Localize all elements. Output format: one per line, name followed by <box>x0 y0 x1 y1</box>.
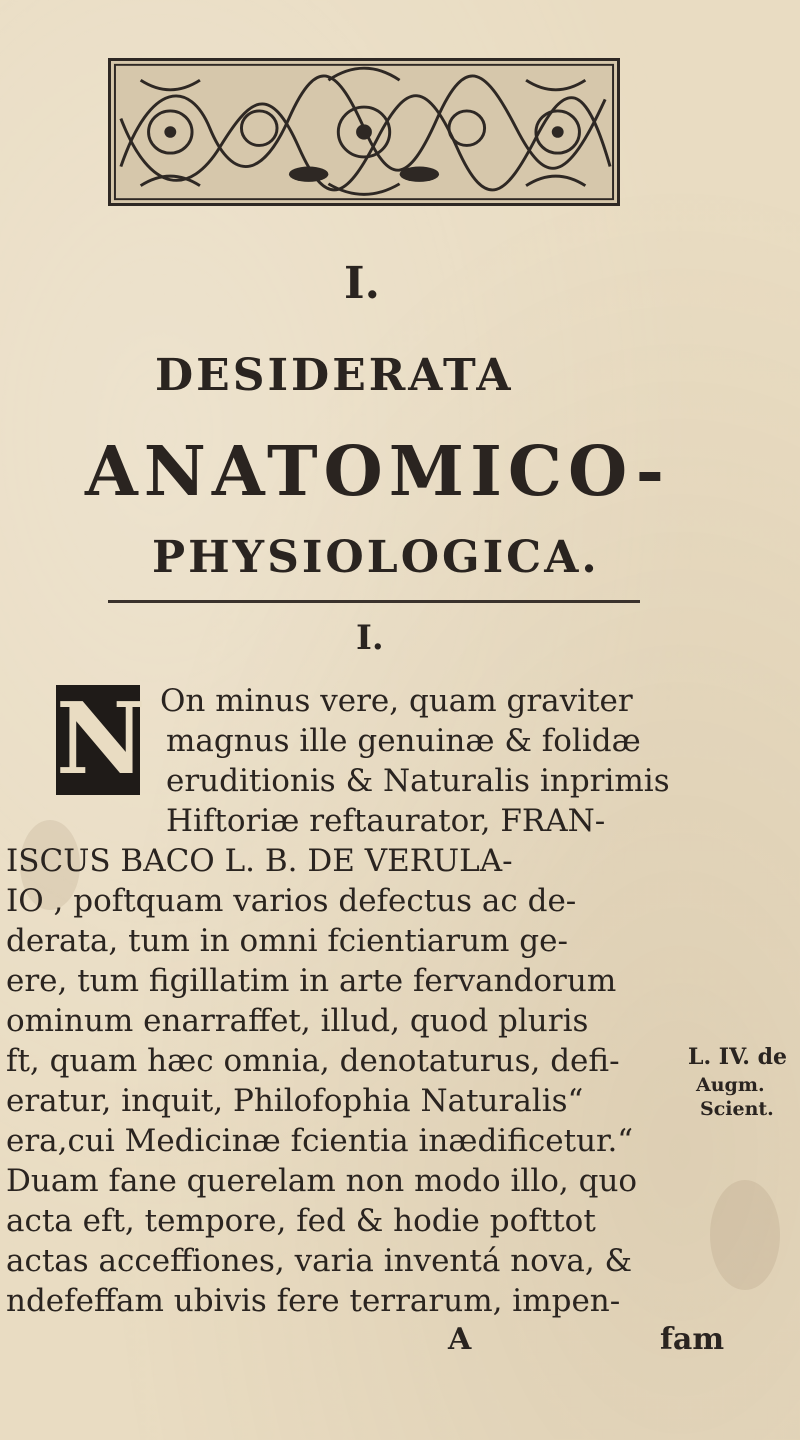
paper-stain <box>710 1180 780 1290</box>
signature-mark: A <box>448 1322 472 1357</box>
margin-note-line-2: Augm. <box>696 1074 765 1096</box>
body-line: eruditionis & Naturalis inprimis <box>166 763 670 799</box>
body-line: On minus vere, quam graviter <box>160 683 633 719</box>
section-number: I. <box>344 258 380 309</box>
body-line: ere, tum figillatim in arte fervandorum <box>6 963 617 999</box>
body-line: ndefeffam ubivis fere terrarum, impen- <box>6 1283 621 1319</box>
chapter-number: I. <box>356 618 384 658</box>
title-line-1: DESIDERATA <box>155 350 514 401</box>
body-line: era,cui Medicinæ fcientia inædificetur.“ <box>6 1123 634 1159</box>
body-line: ft, quam hæc omnia, denotaturus, defi- <box>6 1043 620 1079</box>
body-line: Hiftoriæ reftaurator, FRAN- <box>166 803 606 839</box>
body-line: acta eft, tempore, fed & hodie pofttot <box>6 1203 596 1239</box>
body-line: IO , poftquam varios defectus ac de- <box>6 883 577 919</box>
body-line: Duam fane querelam non modo illo, quo <box>6 1163 638 1199</box>
title-line-3: PHYSIOLOGICA. <box>152 532 600 583</box>
decorative-headpiece-icon <box>108 58 620 206</box>
body-line: eratur, inquit, Philofophia Naturalis“ <box>6 1083 584 1119</box>
body-line: ominum enarraffet, illud, quod pluris <box>6 1003 589 1039</box>
body-line: derata, tum in omni fcientiarum ge- <box>6 923 568 959</box>
catchword: fam <box>660 1322 725 1357</box>
drop-cap: N <box>56 682 146 797</box>
body-line: ISCUS BACO L. B. DE VERULA- <box>6 843 513 879</box>
divider-rule <box>108 600 640 603</box>
body-line: actas acceffiones, varia inventá nova, & <box>6 1243 633 1279</box>
body-line: magnus ille genuinæ & folidæ <box>166 723 641 759</box>
margin-note-line-1: L. IV. de <box>688 1044 787 1070</box>
title-line-2: ANATOMICO- <box>85 432 670 512</box>
margin-note-line-3: Scient. <box>700 1098 774 1120</box>
